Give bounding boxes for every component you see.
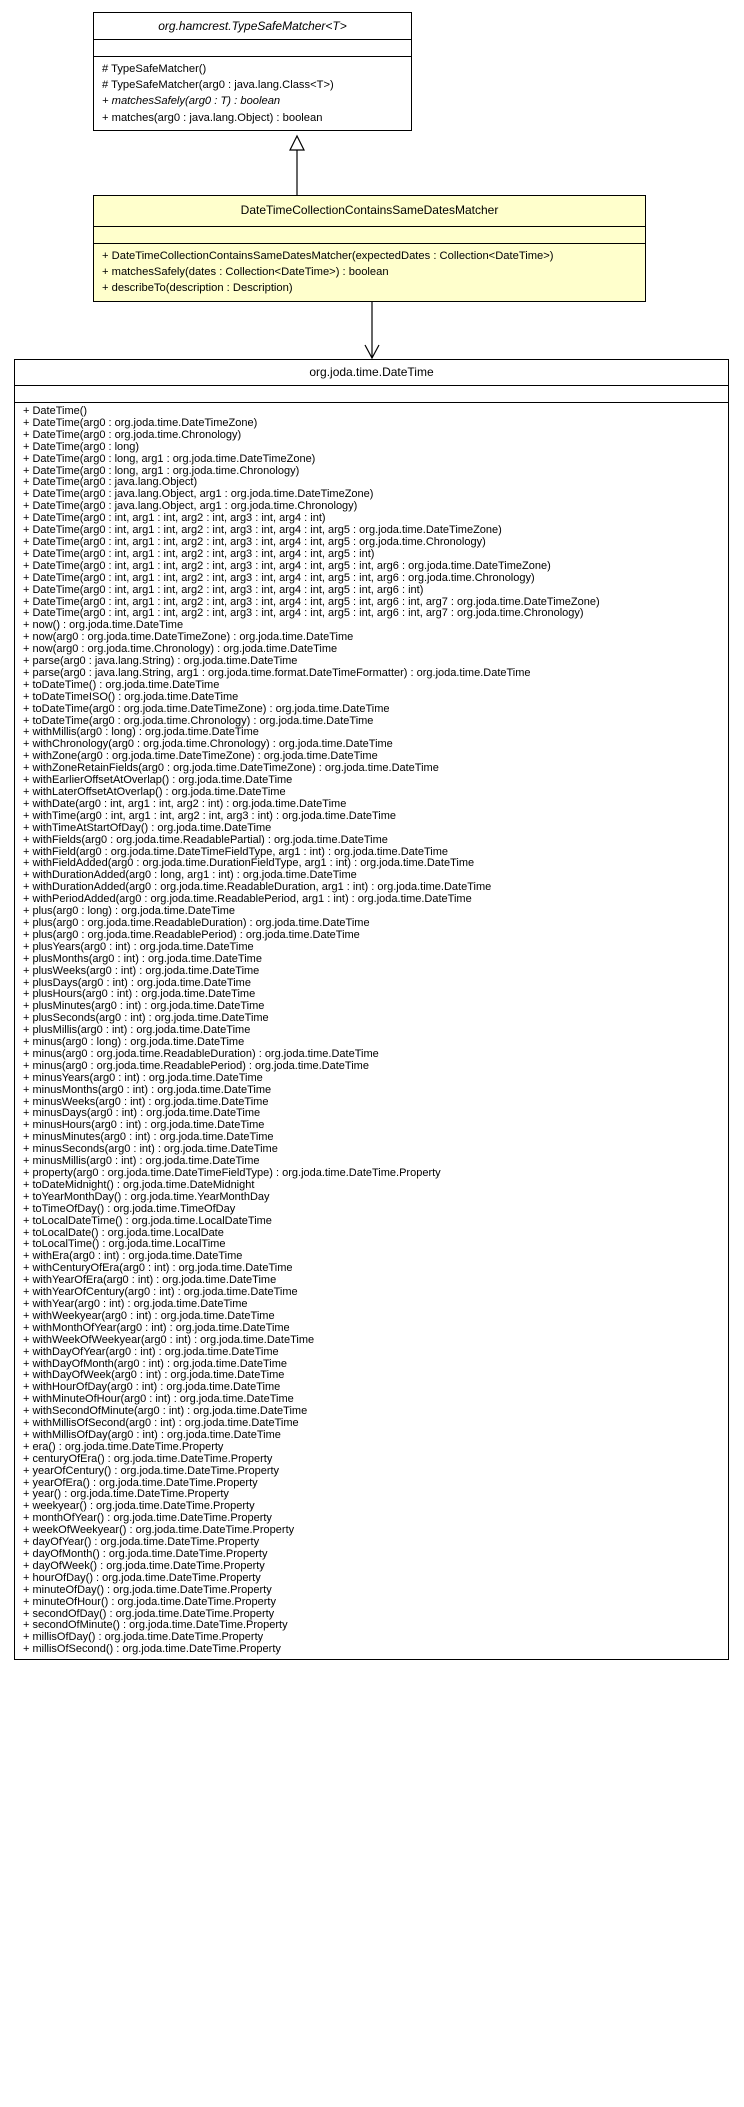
operation: + minuteOfHour() : org.joda.time.DateTime.Property [23,1595,276,1608]
operation: + minusWeeks(arg0 : int) : org.joda.time.DateTime [23,1095,269,1108]
operation: + withZone(arg0 : org.joda.time.DateTimeZone) : org.joda.time.DateTime [23,750,378,763]
attributes-section [94,226,645,243]
operation: + withField(arg0 : org.joda.time.DateTimeFieldType, arg1 : int) : org.joda.time.DateTime [23,845,448,858]
operations-section [15,402,728,1659]
operation: + minus(arg0 : org.joda.time.ReadablePeriod) : org.joda.time.DateTime [23,1059,369,1072]
operation: + DateTime(arg0 : int, arg1 : int, arg2 : int, arg3 : int, arg4 : int, arg5 : int, arg6 : org.joda.time.Chronology) [23,571,535,584]
operation: + DateTime(arg0 : java.lang.Object) [23,476,198,489]
operation: + minusMonths(arg0 : int) : org.joda.time.DateTime [23,1083,272,1096]
operation: + minusYears(arg0 : int) : org.joda.time.DateTime [23,1071,263,1084]
operation: + plusYears(arg0 : int) : org.joda.time.DateTime [23,940,254,953]
attributes-section [15,385,728,402]
operation: + DateTime(arg0 : int, arg1 : int, arg2 : int, arg3 : int, arg4 : int, arg5 : int) [23,547,375,560]
operation: + minus(arg0 : long) : org.joda.time.DateTime [23,1036,245,1049]
operation: + monthOfYear() : org.joda.time.DateTime.Property [23,1512,272,1525]
generalization-arrowhead [290,136,304,150]
operation: + withCenturyOfEra(arg0 : int) : org.joda.time.DateTime [23,1262,293,1275]
operation: + DateTimeCollectionContainsSameDatesMatcher(expectedDates : Collection<DateTime>) [102,250,554,262]
operation: + DateTime(arg0 : int, arg1 : int, arg2 : int, arg3 : int, arg4 : int, arg5 : int, arg6 : int) [23,583,424,596]
class-datetimecollectioncontainssamedatesmatcher [93,195,646,302]
operation: + minusMillis(arg0 : int) : org.joda.time.DateTime [23,1155,260,1168]
operation: + withDayOfWeek(arg0 : int) : org.joda.time.DateTime [23,1369,285,1382]
class-title: org.joda.time.DateTime [309,365,434,379]
operation: + withYear(arg0 : int) : org.joda.time.DateTime [23,1297,248,1310]
operation: + yearOfCentury() : org.joda.time.DateTime.Property [23,1464,280,1477]
operation: + centuryOfEra() : org.joda.time.DateTime.Property [23,1452,273,1465]
operation: + withFields(arg0 : org.joda.time.ReadablePartial) : org.joda.time.DateTime [23,833,388,846]
operation: + withHourOfDay(arg0 : int) : org.joda.time.DateTime [23,1381,281,1394]
operation: + withMillisOfDay(arg0 : int) : org.joda.time.DateTime [23,1428,281,1441]
operation: + secondOfMinute() : org.joda.time.DateTime.Property [23,1619,288,1632]
operation: + plusMonths(arg0 : int) : org.joda.time.DateTime [23,952,262,965]
operation: + DateTime(arg0 : int, arg1 : int, arg2 : int, arg3 : int, arg4 : int) [23,512,326,525]
operation: + matchesSafely(dates : Collection<DateTime>) : boolean [102,266,389,279]
operation: + withDurationAdded(arg0 : long, arg1 : int) : org.joda.time.DateTime [23,869,357,882]
operation: + withTimeAtStartOfDay() : org.joda.time.DateTime [23,821,272,834]
operation: + plusHours(arg0 : int) : org.joda.time.DateTime [23,988,256,1001]
operation: + DateTime(arg0 : long, arg1 : org.joda.time.Chronology) [23,464,300,477]
operations-section [94,243,645,301]
operation: + now(arg0 : org.joda.time.DateTimeZone) : org.joda.time.DateTime [23,631,354,644]
operation: + withPeriodAdded(arg0 : org.joda.time.ReadablePeriod, arg1 : int) : org.joda.time.DateTime [23,893,472,906]
operation: + withFieldAdded(arg0 : org.joda.time.DurationFieldType, arg1 : int) : org.joda.time.DateTime [23,857,475,870]
operation: + secondOfDay() : org.joda.time.DateTime.Property [23,1607,275,1620]
class-title: DateTimeCollectionContainsSameDatesMatcher [240,203,499,217]
operation: + minusDays(arg0 : int) : org.joda.time.DateTime [23,1107,261,1120]
operation: + plusMinutes(arg0 : int) : org.joda.time.DateTime [23,1000,265,1013]
operation: + parse(arg0 : java.lang.String) : org.joda.time.DateTime [23,655,298,668]
operation: + DateTime(arg0 : long, arg1 : org.joda.time.DateTimeZone) [23,452,316,465]
operation: + DateTime(arg0 : int, arg1 : int, arg2 : int, arg3 : int, arg4 : int, arg5 : int, arg6 : int, arg7 : org.joda.time.Chronology) [23,607,584,620]
operations-section [94,56,411,130]
operation: + DateTime(arg0 : int, arg1 : int, arg2 : int, arg3 : int, arg4 : int, arg5 : int, arg6 : int, arg7 : org.joda.time.DateTimeZone) [23,595,600,608]
operation: + plusDays(arg0 : int) : org.joda.time.DateTime [23,976,251,989]
operation: + withYearOfEra(arg0 : int) : org.joda.time.DateTime [23,1274,277,1287]
operation: + DateTime() [23,405,88,417]
operation: + toTimeOfDay() : org.joda.time.TimeOfDay [23,1202,236,1215]
operation: + toLocalDateTime() : org.joda.time.LocalDateTime [23,1214,272,1227]
operation: + withEra(arg0 : int) : org.joda.time.DateTime [23,1250,243,1263]
operation: + withSecondOfMinute(arg0 : int) : org.joda.time.DateTime [23,1405,308,1418]
operation: + minusMinutes(arg0 : int) : org.joda.time.DateTime [23,1131,274,1144]
operation: + withDurationAdded(arg0 : org.joda.time.ReadableDuration, arg1 : int) : org.joda.time.DateTime [23,881,492,894]
operation: + toDateTimeISO() : org.joda.time.DateTime [23,690,239,703]
operation: + property(arg0 : org.joda.time.DateTimeFieldType) : org.joda.time.DateTime.Property [23,1167,441,1179]
operation: + millisOfSecond() : org.joda.time.DateTime.Property [23,1643,281,1656]
operation: + dayOfMonth() : org.joda.time.DateTime.Property [23,1548,268,1560]
operation: + withTime(arg0 : int, arg1 : int, arg2 : int, arg3 : int) : org.joda.time.DateTime [23,809,397,822]
association-arrowhead [365,345,379,358]
operation: + minus(arg0 : org.joda.time.ReadableDuration) : org.joda.time.DateTime [23,1047,379,1060]
operation: + DateTime(arg0 : org.joda.time.DateTimeZone) [23,416,258,429]
operation: + now() : org.joda.time.DateTime [23,619,184,632]
operation: + plusSeconds(arg0 : int) : org.joda.time.DateTime [23,1012,269,1025]
operation: + weekyear() : org.joda.time.DateTime.Property [23,1500,255,1513]
operation: + minusSeconds(arg0 : int) : org.joda.time.DateTime [23,1143,278,1156]
operation: + withZoneRetainFields(arg0 : org.joda.time.DateTimeZone) : org.joda.time.DateTime [23,762,439,775]
operation: + plus(arg0 : long) : org.joda.time.DateTime [23,905,236,918]
operation: + DateTime(arg0 : java.lang.Object, arg1 : org.joda.time.Chronology) [23,500,358,513]
operation: + DateTime(arg0 : org.joda.time.Chronology) [23,428,242,441]
operation: + minusHours(arg0 : int) : org.joda.time.DateTime [23,1119,265,1132]
operation: + withEarlierOffsetAtOverlap() : org.joda.time.DateTime [23,774,293,787]
operation: + weekOfWeekyear() : org.joda.time.DateTime.Property [23,1524,295,1537]
operation: + DateTime(arg0 : java.lang.Object, arg1 : org.joda.time.DateTimeZone) [23,488,374,501]
operation: + plusMillis(arg0 : int) : org.joda.time.DateTime [23,1024,251,1037]
operation: + era() : org.joda.time.DateTime.Property [23,1440,224,1453]
operation: + withDayOfYear(arg0 : int) : org.joda.time.DateTime [23,1345,279,1358]
operation: + dayOfWeek() : org.joda.time.DateTime.Property [23,1559,265,1572]
operation: + withDate(arg0 : int, arg1 : int, arg2 : int) : org.joda.time.DateTime [23,797,347,810]
operation: + withYearOfCentury(arg0 : int) : org.joda.time.DateTime [23,1286,298,1299]
operation: + DateTime(arg0 : int, arg1 : int, arg2 : int, arg3 : int, arg4 : int, arg5 : org.joda.time.Chronology) [23,535,486,548]
operation: + DateTime(arg0 : long) [23,440,140,453]
operation: + withChronology(arg0 : org.joda.time.Chronology) : org.joda.time.DateTime [23,738,393,751]
operation: + toDateTime(arg0 : org.joda.time.DateTimeZone) : org.joda.time.DateTime [23,702,390,715]
operation: + toLocalDate() : org.joda.time.LocalDate [23,1226,224,1239]
operation: # TypeSafeMatcher(arg0 : java.lang.Class<T>) [102,79,334,92]
operation: + minuteOfDay() : org.joda.time.DateTime.Property [23,1583,272,1596]
operation: + withWeekOfWeekyear(arg0 : int) : org.joda.time.DateTime [23,1333,315,1346]
operation: + withMillisOfSecond(arg0 : int) : org.joda.time.DateTime [23,1417,299,1430]
operation: + DateTime(arg0 : int, arg1 : int, arg2 : int, arg3 : int, arg4 : int, arg5 : org.joda.time.DateTimeZone) [23,524,502,537]
attributes-section [94,39,411,56]
operation: + parse(arg0 : java.lang.String, arg1 : org.joda.time.format.DateTimeFormatter) : org.joda.time.DateTime [23,666,531,679]
operation: + year() : org.joda.time.DateTime.Property [23,1488,229,1501]
operation: + withMinuteOfHour(arg0 : int) : org.joda.time.DateTime [23,1393,294,1406]
operation: + toYearMonthDay() : org.joda.time.YearMonthDay [23,1190,270,1203]
operation: + withWeekyear(arg0 : int) : org.joda.time.DateTime [23,1309,275,1322]
operation: + toLocalTime() : org.joda.time.LocalTime [23,1238,226,1251]
operation: + DateTime(arg0 : int, arg1 : int, arg2 : int, arg3 : int, arg4 : int, arg5 : int, arg6 : org.joda.time.DateTimeZone) [23,559,551,572]
operation: + yearOfEra() : org.joda.time.DateTime.Property [23,1476,258,1489]
class-title: org.hamcrest.TypeSafeMatcher<T> [158,19,347,33]
operation: + plus(arg0 : org.joda.time.ReadableDuration) : org.joda.time.DateTime [23,916,370,929]
operation: + withMillis(arg0 : long) : org.joda.time.DateTime [23,726,259,739]
class-datetime [14,359,729,1660]
operation: + plusWeeks(arg0 : int) : org.joda.time.DateTime [23,964,260,977]
operation: + millisOfDay() : org.joda.time.DateTime.Property [23,1631,264,1644]
operation: # TypeSafeMatcher() [102,63,207,75]
operation: + withLaterOffsetAtOverlap() : org.joda.time.DateTime [23,786,286,798]
operation: + withDayOfMonth(arg0 : int) : org.joda.time.DateTime [23,1357,287,1370]
operation: + plus(arg0 : org.joda.time.ReadablePeriod) : org.joda.time.DateTime [23,928,360,941]
operation: + withMonthOfYear(arg0 : int) : org.joda.time.DateTime [23,1321,290,1334]
operation: + describeTo(description : Description) [102,282,293,295]
operation: + hourOfDay() : org.joda.time.DateTime.Property [23,1571,261,1584]
operation: + now(arg0 : org.joda.time.Chronology) : org.joda.time.DateTime [23,643,338,656]
operation: + dayOfYear() : org.joda.time.DateTime.Property [23,1536,260,1549]
operation: + toDateTime() : org.joda.time.DateTime [23,678,220,691]
class-typesafematcher [93,12,412,131]
operation: + matchesSafely(arg0 : T) : boolean [102,95,281,108]
operation: + matches(arg0 : java.lang.Object) : boolean [102,111,323,124]
operation: + toDateMidnight() : org.joda.time.DateMidnight [23,1178,255,1191]
operation: + toDateTime(arg0 : org.joda.time.Chronology) : org.joda.time.DateTime [23,714,374,727]
